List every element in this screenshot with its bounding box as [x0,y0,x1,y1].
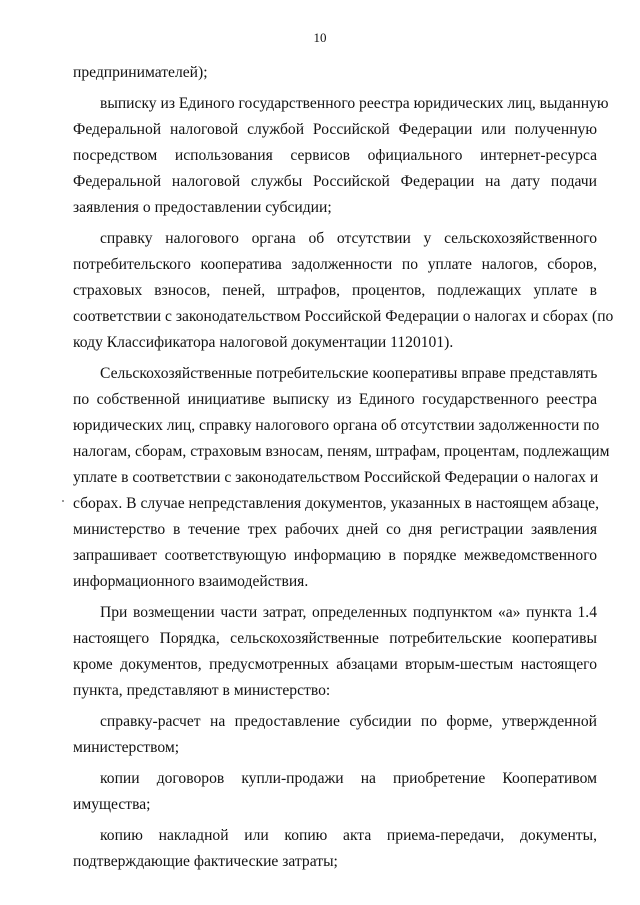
text-line: Федеральной налоговой службой Российской Федерации или полученную [73,121,597,138]
text-line: предпринимателей); [73,64,208,81]
text-line: имущества; [73,796,151,813]
text-line: коду Классификатора налоговой документации 1120101). [73,334,454,351]
text-line: сборах. В случае непредставления документов, указанных в настоящем абзаце, [73,495,599,512]
text-line: копии договоров купли-продажи на приобретение Кооперативом [100,770,597,787]
text-line: подтверждающие фактические затраты; [73,853,338,870]
text-line: пункта, представляют в министерство: [73,682,331,699]
text-line: При возмещении части затрат, определенных подпунктом «а» пункта 1.4 [100,604,597,621]
body-text [73,60,614,875]
text-line: заявления о предоставлении субсидии; [73,199,332,216]
text-line: потребительского кооператива задолженности по уплате налогов, сборов, [73,256,597,273]
text-line: по собственной инициативе выписку из Единого государственного реестра [73,391,597,408]
text-line: Сельскохозяйственные потребительские кооперативы вправе представлять [100,365,598,382]
text-line: соответствии с законодательством Российской Федерации о налогах и сборах (по [73,308,614,325]
text-line: посредством использования сервисов официального интернет-ресурса [73,147,597,164]
margin-mark [62,500,64,502]
page-number: 10 [313,30,327,45]
text-line: налогам, сборам, страховым взносам, пеням, штрафам, процентам, подлежащим [73,443,610,460]
text-line: страховых взносов, пеней, штрафов, процентов, подлежащих уплате в [73,282,597,299]
text-line: кроме документов, предусмотренных абзацами вторым-шестым настоящего [73,656,597,673]
text-line: справку налогового органа об отсутствии у сельскохозяйственного [100,230,597,247]
text-line: юридических лиц, справку налогового органа об отсутствии задолженности по [73,417,600,434]
text-line: министерством; [73,739,180,756]
text-line: информационного взаимодействия. [73,573,309,590]
text-line: выписку из Единого государственного реестра юридических лиц, выданную [100,95,609,112]
text-line: запрашивает соответствующую информацию в порядке межведомственного [73,547,597,564]
text-line: министерство в течение трех рабочих дней со дня регистрации заявления [73,521,597,538]
text-line: уплате в соответствии с законодательством Российской Федерации о налогах и [73,469,599,486]
text-line: настоящего Порядка, сельскохозяйственные потребительские кооперативы [73,630,597,647]
text-line: копию накладной или копию акта приема-передачи, документы, [100,827,597,844]
text-line: Федеральной налоговой службы Российской Федерации на дату подачи [73,173,597,190]
text-line: справку-расчет на предоставление субсидии по форме, утвержденной [100,713,597,730]
